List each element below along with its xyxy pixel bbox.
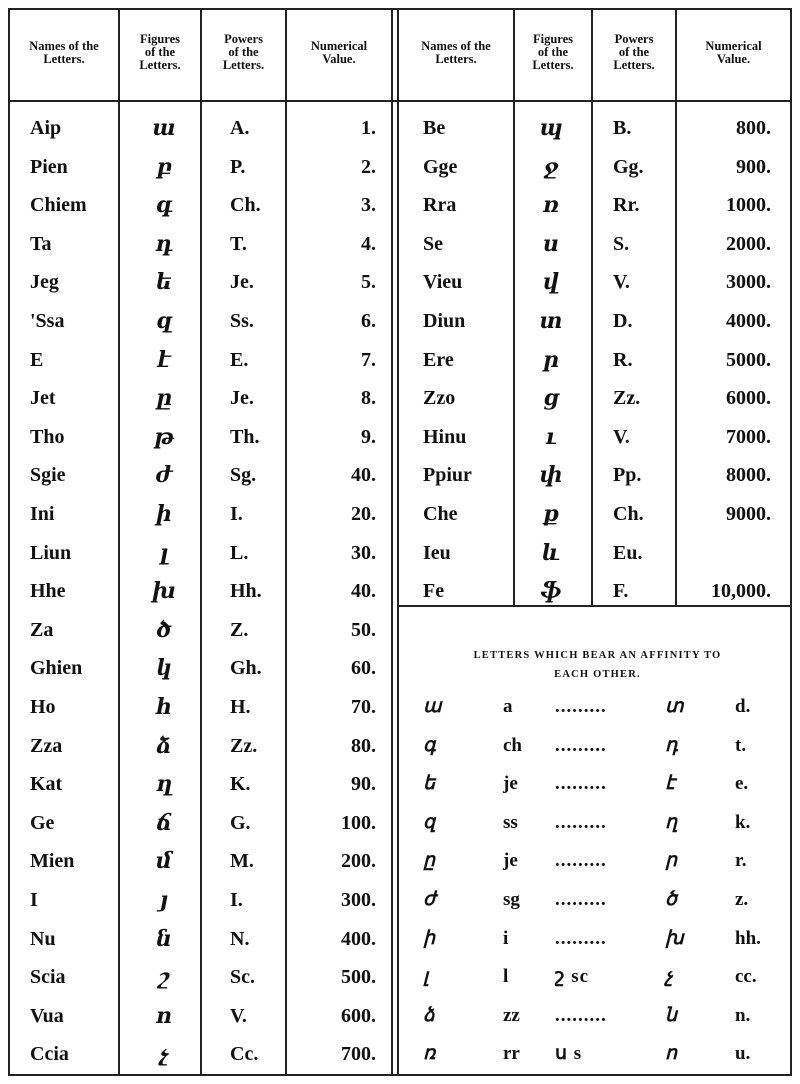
affinity-figure-2: դ [665,734,678,756]
affinity-power-2: r. [735,850,747,872]
affinity-power-1: sg [503,889,520,910]
letter-power: B. [613,117,632,139]
letter-figure: թ [153,423,174,450]
letter-figure: մ [156,848,172,875]
letter-figure: ի [156,501,172,527]
table-row [399,534,790,572]
letter-name: Mien [30,850,75,873]
affinity-figure-2: ո [665,1043,678,1065]
table-row [10,379,390,417]
numerical-value: 700. [341,1043,376,1066]
numerical-value: 40. [351,464,376,487]
affinity-power-1: je [503,773,518,795]
affinity-row [405,727,790,765]
letter-name: Zza [30,734,63,757]
table-row [10,842,390,880]
letter-power: I. [230,503,243,525]
affinity-figure-1: ա [423,696,442,717]
affinity-row [405,688,790,726]
letter-power: Zz. [230,734,258,757]
affinity-figure-1: ձ [423,1004,435,1026]
letter-power: S. [613,232,630,255]
affinity-power-2: t. [735,734,747,756]
letter-power: Gg. [613,155,644,178]
affinity-separator: ......... [555,927,607,949]
affinity-figure-2: չ [665,966,673,988]
letter-figure: ր [543,346,559,373]
affinity-figure-2: տ [665,696,684,717]
letter-power: M. [230,850,254,873]
numerical-value: 800. [736,117,771,139]
letter-power: Cc. [230,1043,259,1066]
numerical-value: 2. [361,155,376,178]
numerical-value: 90. [351,773,376,796]
letter-name: Che [423,503,458,525]
header-numerical: Numerical Value. [310,39,368,66]
affinity-separator: ......... [555,696,607,717]
letter-name: Za [30,618,54,641]
letter-power: D. [613,310,633,332]
letter-power: K. [230,773,251,796]
letter-power: Rr. [613,194,640,217]
letter-name: Vieu [423,271,463,294]
letter-name: Rra [423,194,457,217]
affinity-figure-1: զ [423,811,436,833]
letter-name: Kat [30,773,63,796]
affinity-row [405,958,790,996]
affinity-power-2: cc. [735,966,757,988]
letter-name: Hhe [30,580,66,603]
affinity-figure-1: ժ [423,889,436,910]
letter-name: Sgie [30,464,66,487]
letter-figure: կ [156,655,172,682]
letter-name: Gge [423,155,458,178]
affinity-power-1: rr [503,1043,520,1065]
letter-figure: զ [155,308,173,334]
header-names: Names of the Letters. [29,39,99,66]
header-powers: Powers of the Letters. [613,32,655,72]
letter-figure: ս [543,230,559,257]
letter-figure: ֆ [540,578,562,605]
letter-figure: չ [159,1041,169,1068]
letter-name: E [30,348,44,371]
letter-name: Zzo [423,387,456,410]
letter-power: Pp. [613,464,642,487]
affinity-separator: ......... [555,811,607,833]
numerical-value: 20. [351,503,376,525]
letter-power: Z. [230,618,249,641]
affinity-figure-2: ծ [665,889,677,910]
numerical-value: 6000. [726,387,771,410]
letter-name: Ere [423,348,454,371]
letter-power: Gh. [230,657,262,680]
affinity-separator: ......... [555,889,607,910]
affinity-power-1: zz [503,1004,520,1026]
letter-name: Be [423,117,446,139]
numerical-value: 6. [361,310,376,332]
table-row [399,418,790,456]
letter-power: Th. [230,425,260,448]
table-row [399,148,790,186]
letter-power: I. [230,889,243,911]
table-row [10,804,390,842]
affinity-figure-2: ր [665,850,678,872]
letter-figure: ռ [542,192,560,219]
letter-figure: ը [155,385,173,412]
affinity-power-2: hh. [735,927,761,949]
letter-name: I [30,889,38,911]
letter-figure: տ [539,308,563,334]
letter-figure: գ [155,192,173,219]
affinity-title: LETTERS WHICH BEAR AN AFFINITY TO EACH OTHER. [473,650,722,680]
table-row [10,997,390,1035]
affinity-power-1: ch [503,734,522,756]
letter-power: R. [613,348,633,371]
letter-figure: փ [539,462,563,489]
letter-name: Scia [30,966,66,989]
table-row [399,379,790,417]
affinity-row [405,920,790,958]
letter-name: Se [423,232,443,255]
letter-figure: պ [539,115,563,141]
affinity-row [405,1035,790,1073]
numerical-value: 200. [341,850,376,873]
affinity-figure-1: ը [423,850,436,872]
table-row [10,456,390,494]
letter-name: Jeg [30,271,59,294]
table-row [10,765,390,803]
affinity-row [405,842,790,880]
numerical-value: 300. [341,889,376,911]
affinity-power-1: i [503,927,509,949]
table-row [10,727,390,765]
numerical-value: 8. [361,387,376,410]
numerical-value: 1. [361,117,376,139]
affinity-power-1: a [503,696,513,717]
numerical-value: 80. [351,734,376,757]
affinity-row [405,881,790,919]
letter-name: Jet [30,387,56,410]
numerical-value: 5000. [726,348,771,371]
numerical-value: 3000. [726,271,771,294]
letter-power: Je. [230,271,254,294]
letter-figure: ջ [543,153,559,180]
letter-power: A. [230,117,250,139]
affinity-figure-1: ի [423,927,436,949]
letter-power: V. [613,425,630,448]
letter-name: Ho [30,696,56,718]
numerical-value: 4. [361,232,376,255]
letter-name: Ta [30,232,52,255]
affinity-row [405,765,790,803]
letter-figure: ճ [156,809,172,836]
letter-name: Ccia [30,1043,69,1066]
letter-power: V. [230,1004,247,1027]
letter-figure: ծ [156,616,172,643]
affinity-figure-2: է [665,773,675,795]
numerical-value: 3. [361,194,376,217]
letter-figure: շ [158,964,170,991]
affinity-separator: շ sc [555,966,590,988]
letter-name: Vua [30,1004,64,1027]
table-row [10,495,390,533]
header-powers: Powers of the Letters. [222,32,265,72]
table-row [10,649,390,687]
table-row [399,186,790,224]
letter-figure: ք [542,501,560,527]
letter-power: Zz. [613,387,641,410]
letter-figure: ժ [155,462,173,489]
header-names: Names of the Letters. [421,39,491,66]
letter-figure: հ [155,694,173,720]
table-row [10,534,390,572]
affinity-separator: ......... [555,734,607,756]
numerical-value: 900. [736,155,771,178]
table-row [10,148,390,186]
affinity-separator: ս s [555,1043,583,1065]
numerical-value: 60. [351,657,376,680]
letter-name: Ge [30,811,55,834]
table-row [10,263,390,301]
affinity-figure-1: լ [423,966,429,988]
header-numerical: Numerical Value. [705,39,762,66]
letter-power: Sc. [230,966,255,989]
table-row [399,302,790,340]
affinity-figure-2: ն [665,1004,678,1026]
letter-power: Sg. [230,464,257,487]
affinity-power-1: l [503,966,509,988]
letter-figure: լ [159,539,169,566]
numerical-value: 400. [341,927,376,950]
right-border [790,8,792,1075]
letter-figure: յ [160,887,168,913]
numerical-value: 70. [351,696,376,718]
table-row [399,572,790,610]
letter-power: Ch. [230,194,261,217]
letter-power: Ss. [230,310,254,332]
letter-figure: խ [152,578,176,605]
letter-name: Liun [30,541,72,564]
affinity-separator: ......... [555,773,607,795]
table-row [399,109,790,147]
letter-power: Ch. [613,503,644,525]
table-row [399,225,790,263]
letter-power: Hh. [230,580,262,603]
letter-power: F. [613,580,629,603]
affinity-figure-2: ղ [665,811,678,833]
numerical-value: 5. [361,271,376,294]
affinity-figure-1: ե [423,773,436,795]
numerical-value: 10,000. [711,580,771,603]
table-row [10,418,390,456]
letter-name: Tho [30,425,65,448]
letter-name: Nu [30,927,56,950]
affinity-figure-2: խ [665,927,684,949]
affinity-figure-1: ռ [423,1043,436,1065]
table-row [10,302,390,340]
numerical-value: 4000. [726,310,771,332]
letter-figure: բ [156,153,172,180]
letter-power: T. [230,232,247,255]
letter-power: Eu. [613,541,643,564]
affinity-power-2: z. [735,889,749,910]
table-row [399,495,790,533]
affinity-figure-1: գ [423,734,436,756]
table-row [10,1035,390,1073]
numerical-value: 30. [351,541,376,564]
letter-figure: ղ [155,771,173,798]
letter-name: Chiem [30,194,87,217]
affinity-power-2: k. [735,811,751,833]
table-row [399,456,790,494]
letter-name: Ppiur [423,464,472,487]
letter-power: H. [230,696,251,718]
letter-name: Ini [30,503,55,525]
letter-figure: է [157,346,171,373]
letter-figure: ո [155,1002,173,1029]
table-row [10,958,390,996]
letter-name: Fe [423,580,445,603]
letter-figure: դ [155,230,173,257]
numerical-value: 8000. [726,464,771,487]
numerical-value: 50. [351,618,376,641]
numerical-value: 600. [341,1004,376,1027]
table-row [10,611,390,649]
header-figures: Figures of the Letters. [532,32,574,72]
letter-name: Ghien [30,657,83,680]
letter-power: Je. [230,387,254,410]
table-row [10,225,390,263]
table-row [10,341,390,379]
letter-figure: ց [543,385,559,412]
letter-figure: ւ [545,423,557,450]
affinity-separator: ......... [555,1004,607,1026]
letter-power: P. [230,155,246,178]
numerical-value: 2000. [726,232,771,255]
numerical-value: 1000. [726,194,771,217]
header-figures: Figures of the Letters. [139,32,181,72]
letter-figure: ն [156,925,172,952]
numerical-value: 7. [361,348,376,371]
letter-name: Pien [30,155,68,178]
table-row [10,881,390,919]
letter-figure: վ [543,269,559,296]
numerical-value: 500. [341,966,376,989]
letter-power: L. [230,541,249,564]
table-row [10,186,390,224]
affinity-power-1: ss [503,811,518,833]
numerical-value: 100. [341,811,376,834]
numerical-value: 40. [351,580,376,603]
affinity-separator: ......... [555,850,607,872]
affinity-power-2: d. [735,696,751,717]
letter-name: Hinu [423,425,467,448]
affinity-row [405,997,790,1035]
letter-power: E. [230,348,249,371]
numerical-value: 9000. [726,503,771,525]
affinity-row [405,804,790,842]
table-row [10,688,390,726]
affinity-power-1: je [503,850,518,872]
table-row [399,263,790,301]
letter-name: Diun [423,310,466,332]
numerical-value: 7000. [726,425,771,448]
letter-power: V. [613,271,630,294]
table-row [10,920,390,958]
letter-figure: ա [152,115,176,141]
bottom-border [8,1074,792,1076]
affinity-power-2: e. [735,773,749,795]
affinity-power-2: u. [735,1043,751,1065]
letter-power: N. [230,927,250,950]
letter-power: G. [230,811,251,834]
numerical-value: 9. [361,425,376,448]
table-row [399,341,790,379]
letter-figure: և [541,539,561,566]
letter-figure: ե [155,269,173,296]
table-row [10,572,390,610]
table-row [10,109,390,147]
letter-figure: ձ [156,732,172,759]
letter-name: 'Ssa [30,310,65,332]
affinity-power-2: n. [735,1004,751,1026]
letter-name: Ieu [423,541,451,564]
letter-name: Aip [30,117,62,139]
center-divider [391,8,393,1075]
